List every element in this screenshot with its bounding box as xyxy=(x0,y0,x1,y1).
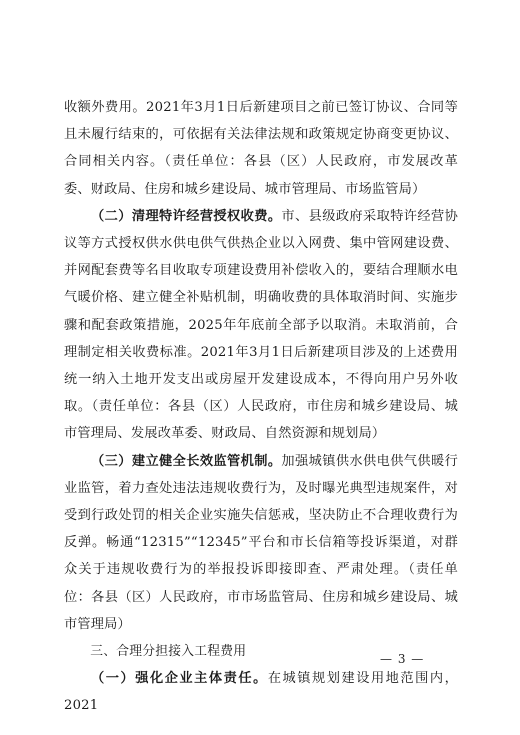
paragraph-section-3 xyxy=(64,448,458,638)
section-2-body: 市、县级政府采取特许经营协议等方式授权供水供电供气供热企业以入网费、集中管网建设费、并网配套费等名目收取专项建设费用补偿收入的，要结合理顺水电气暖价格、建立健全补贴机制，明确收费的具体取消时间、实施步骤和配套政策措施，2025年年底前全部予以取消。未取消前，合理制定相关收费标准。2021年3月1日后新建项目涉及的上述费用统一纳入土地开发支出或房屋开发建设成本，不得向用户另外收取。（责任单位：各县（区）人民政府，市住房和城乡建设局、城市管理局、发展改革委、财政局、自然资源和规划局） xyxy=(64,208,458,442)
section-2-title: （二）清理特许经营授权收费。 xyxy=(91,208,282,224)
section-3-title: （三）建立健全长效监管机制。 xyxy=(91,453,282,469)
paragraph-section-2 xyxy=(64,203,458,448)
page-number: — 3 — xyxy=(380,652,425,666)
section-4-body: 在城镇规划建设用地范围内，2021 xyxy=(64,671,458,714)
section-3-body: 加强城镇供水供电供气供暖行业监管，着力查处违法违规收费行为，及时曝光典型违规案件，对受到行政处罚的相关企业实施失信惩戒，坚决防止不合理收费行为反弹。畅通“12315”“12345”平台和市长信箱等投诉渠道，对群众关于违规收费行为的举报投诉即接即查、严肃处理。（责任单位：各县（区）人民政府，市市场监管局、住房和城乡建设局、城市管理局） xyxy=(64,453,458,632)
paragraph-section-4 xyxy=(64,665,458,719)
paragraph-continuation: 收额外费用。2021年3月1日后新建项目之前已签订协议、合同等且未履行结束的，可依据有关法律法规和政策规定协商变更协议、合同相关内容。（责任单位：各县（区）人民政府，市发展改革委、财政局、住房和城乡建设局、城市管理局、市场监管局） xyxy=(64,100,458,197)
section-4-title: （一）强化企业主体责任。 xyxy=(91,671,268,687)
document-body xyxy=(64,94,458,720)
chapter-3-heading: 三、合理分担接入工程费用 xyxy=(90,644,247,660)
